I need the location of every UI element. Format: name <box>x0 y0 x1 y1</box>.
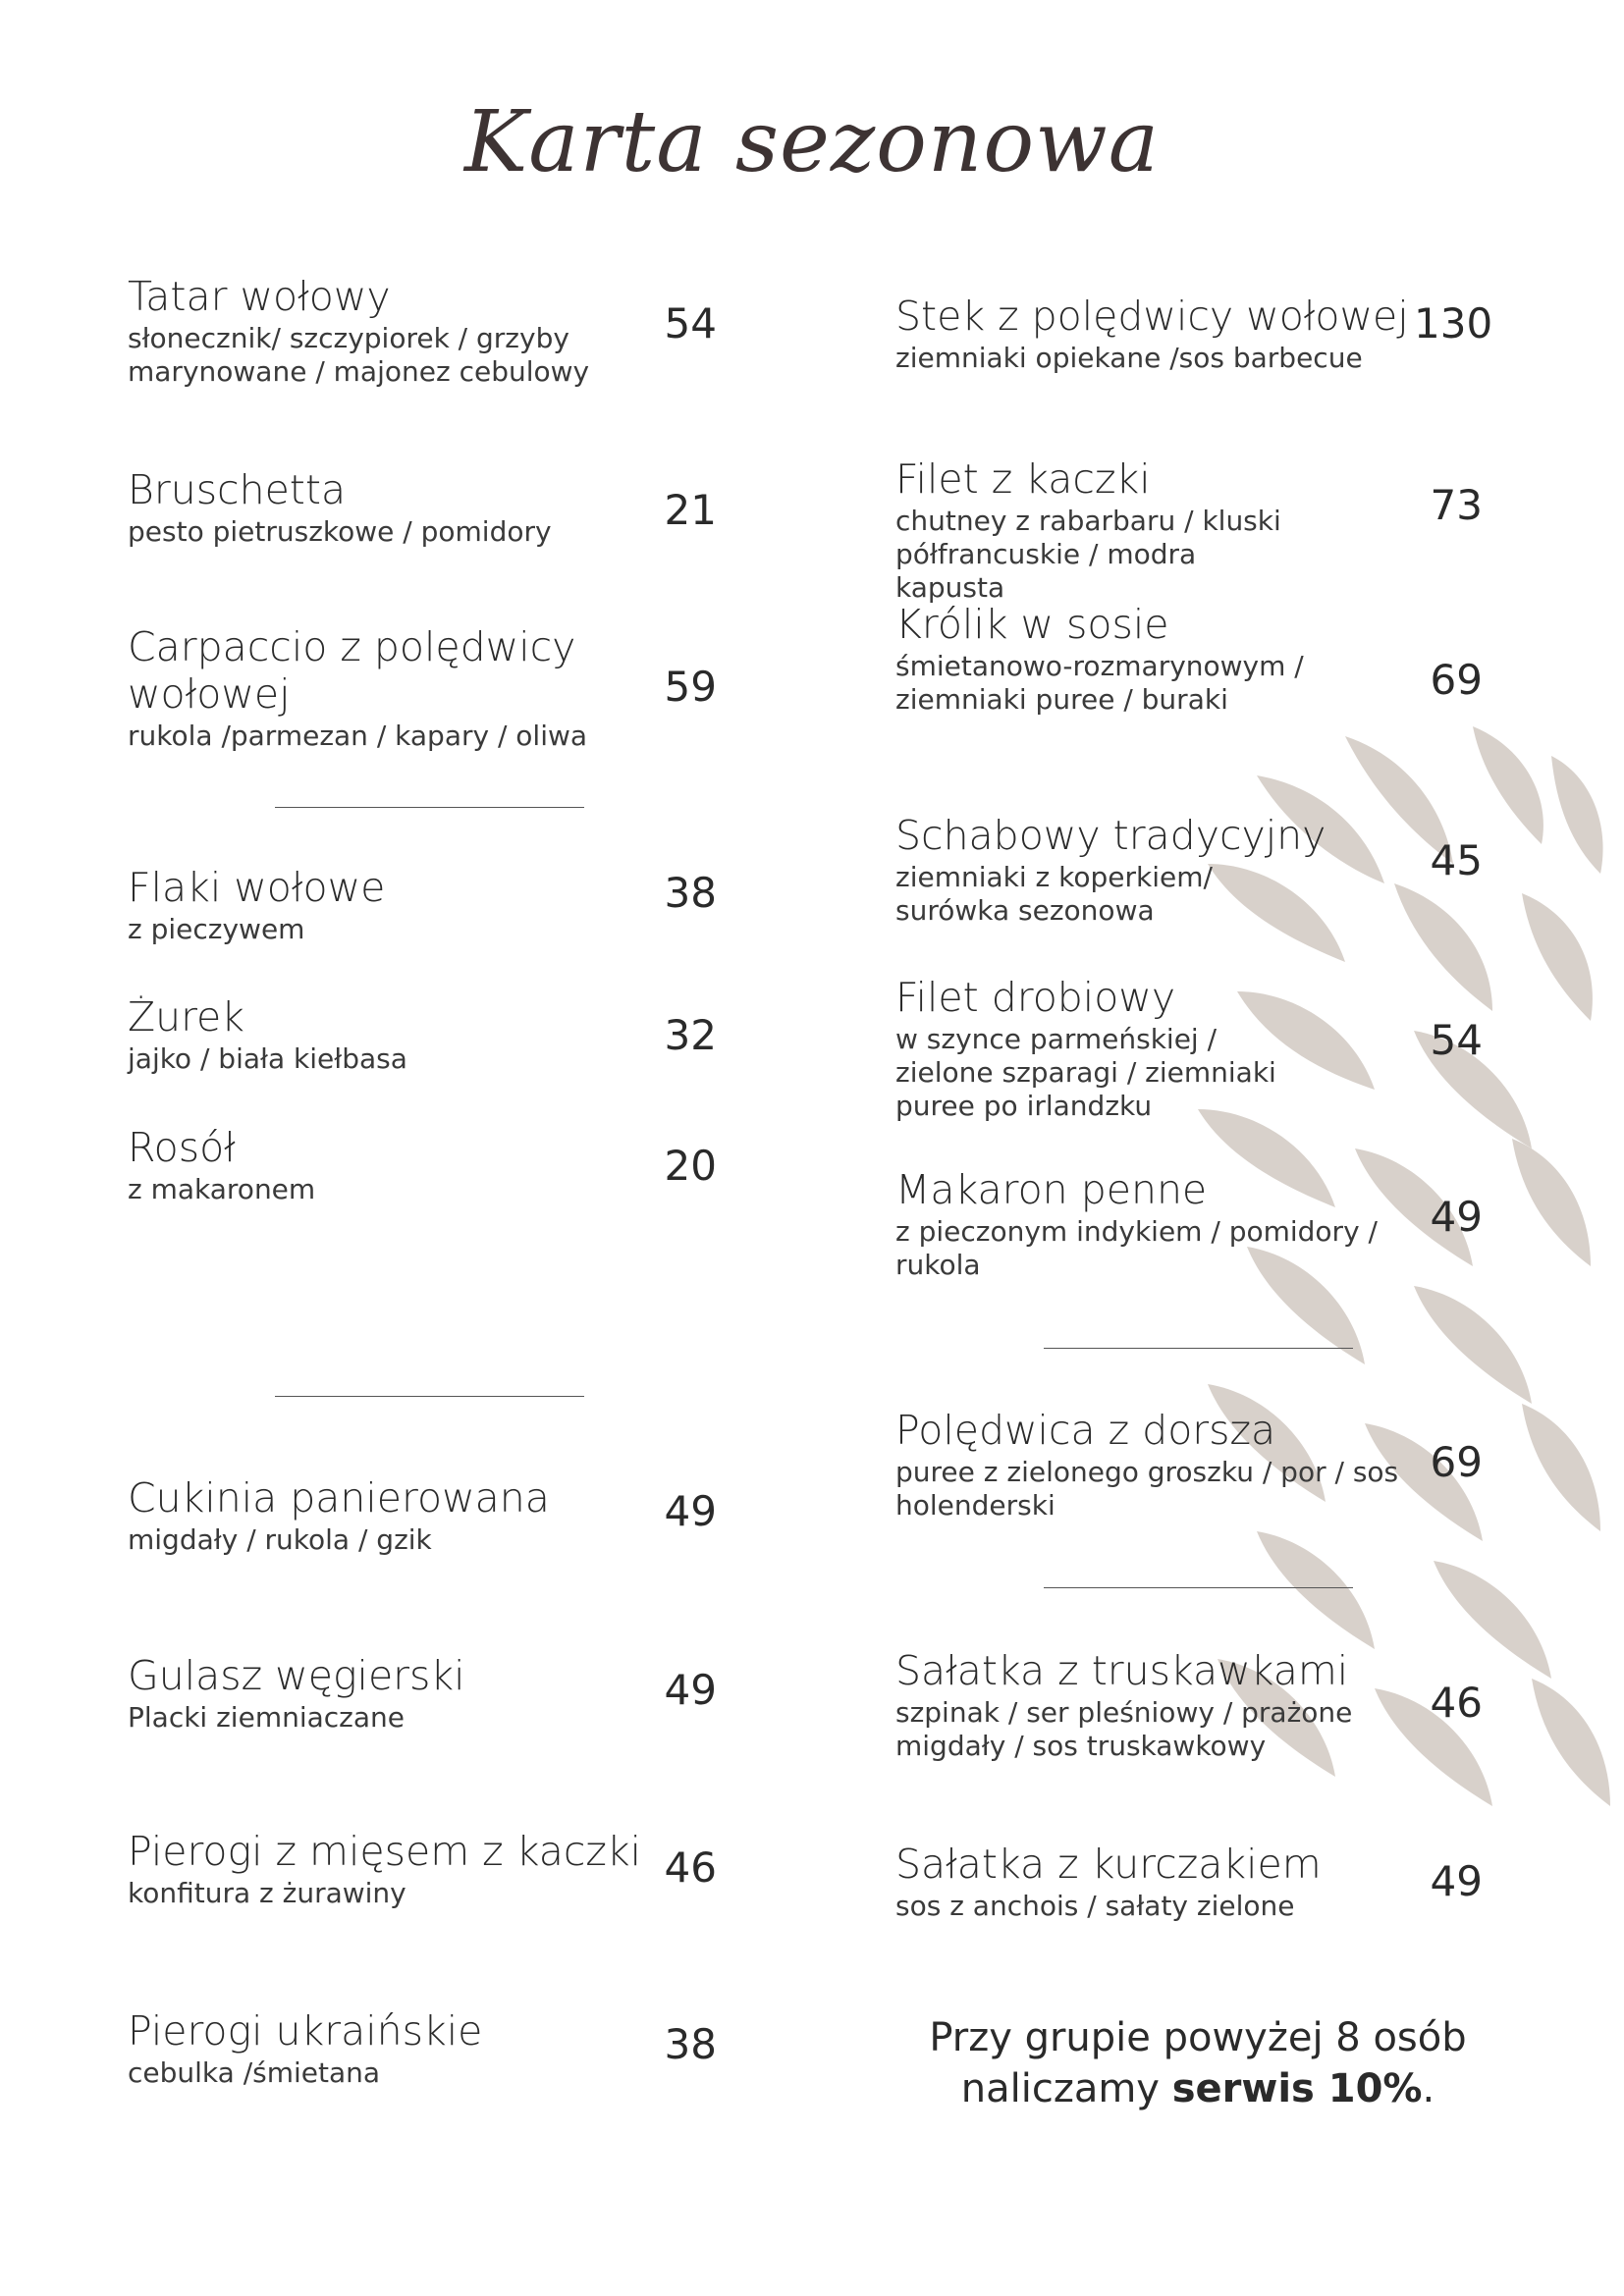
menu-item <box>128 2007 638 2090</box>
menu-item <box>895 812 1426 928</box>
menu-item <box>895 1647 1426 1763</box>
item-price: 46 <box>664 1843 717 1892</box>
item-price: 69 <box>1430 1438 1483 1486</box>
item-price: 49 <box>664 1666 717 1714</box>
menu-item <box>128 466 638 549</box>
item-name: Sałatka z truskawkami <box>895 1647 1349 1694</box>
service-charge-note <box>864 2012 1532 2114</box>
item-name: Makaron penne <box>895 1166 1208 1213</box>
item-description: ziemniaki z koperkiem/ surówka sezonowa <box>895 861 1213 927</box>
item-price: 49 <box>1430 1857 1483 1905</box>
note-line-2 <box>864 2063 1532 2114</box>
item-name: Stek z polędwicy wołowej <box>895 293 1409 340</box>
menu-item <box>128 993 638 1076</box>
item-description: cebulka /śmietana <box>128 2056 381 2089</box>
menu-item <box>895 1166 1426 1282</box>
item-name: Sałatka z kurczakiem <box>895 1841 1322 1888</box>
divider <box>275 1396 584 1397</box>
item-description: ziemniaki opiekane /sos barbecue <box>895 342 1363 374</box>
menu-item <box>128 1474 638 1557</box>
item-price: 49 <box>664 1487 717 1535</box>
item-name: Rosół <box>128 1124 236 1171</box>
item-name: Bruschetta <box>128 466 347 513</box>
item-name: Królik w sosie <box>895 601 1169 648</box>
page-title: Karta sezonowa <box>464 93 1160 191</box>
note-suffix: . <box>1422 2066 1435 2111</box>
menu-item <box>128 273 638 389</box>
menu-item <box>895 455 1426 605</box>
divider <box>1044 1587 1353 1588</box>
item-description: konfitura z żurawiny <box>128 1877 406 1909</box>
item-description: chutney z rabarbaru / kluski półfrancuskie / modra kapusta <box>895 505 1281 604</box>
divider <box>275 807 584 808</box>
item-price: 130 <box>1414 299 1493 347</box>
menu-item <box>895 293 1445 375</box>
item-price: 21 <box>664 486 717 534</box>
note-prefix: naliczamy <box>960 2066 1172 2111</box>
menu-item <box>895 1841 1426 1923</box>
menu-item <box>128 864 638 946</box>
menu-item <box>128 623 638 753</box>
item-description: puree z zielonego groszku / por / sos holenderski <box>895 1456 1399 1522</box>
item-description: z pieczywem <box>128 913 305 945</box>
item-name: Żurek <box>128 993 244 1041</box>
item-description: w szynce parmeńskiej / zielone szparagi / ziemniaki puree po irlandzku <box>895 1023 1276 1122</box>
menu-item <box>128 1124 638 1206</box>
item-name: Tatar wołowy <box>128 273 391 320</box>
item-description: jajko / biała kiełbasa <box>128 1042 407 1075</box>
item-description: śmietanowo-rozmarynowym / ziemniaki puree / buraki <box>895 650 1304 716</box>
note-bold: serwis 10% <box>1171 2066 1423 2111</box>
item-name: Gulasz węgierski <box>128 1652 465 1699</box>
divider <box>1044 1348 1353 1349</box>
menu-item <box>895 974 1426 1123</box>
item-description: słonecznik/ szczypiorek / grzyby marynowane / majonez cebulowy <box>128 322 590 388</box>
item-description: migdały / rukola / gzik <box>128 1523 432 1556</box>
item-price: 20 <box>664 1142 717 1190</box>
menu-item <box>895 601 1426 717</box>
item-price: 49 <box>1430 1193 1483 1241</box>
item-price: 73 <box>1430 481 1483 529</box>
item-name: Schabowy tradycyjny <box>895 812 1326 859</box>
item-name: Pierogi z mięsem z kaczki <box>128 1828 642 1875</box>
item-name: Pierogi ukraińskie <box>128 2007 483 2055</box>
item-description: z pieczonym indykiem / pomidory / rukola <box>895 1215 1378 1281</box>
item-description: rukola /parmezan / kapary / oliwa <box>128 720 588 752</box>
item-price: 38 <box>664 869 717 917</box>
item-price: 45 <box>1430 836 1483 884</box>
item-price: 59 <box>664 663 717 711</box>
menu-item <box>128 1828 658 1910</box>
item-price: 46 <box>1430 1679 1483 1727</box>
item-name: Flaki wołowe <box>128 864 386 911</box>
item-price: 69 <box>1430 656 1483 704</box>
item-description: pesto pietruszkowe / pomidory <box>128 515 552 548</box>
item-description: z makaronem <box>128 1173 316 1205</box>
item-name: Polędwica z dorsza <box>895 1407 1276 1454</box>
item-description: szpinak / ser pleśniowy / prażone migdały / sos truskawkowy <box>895 1696 1353 1762</box>
item-price: 38 <box>664 2020 717 2068</box>
item-name: Filet z kaczki <box>895 455 1151 503</box>
item-price: 54 <box>1430 1016 1483 1064</box>
item-description: sos z anchois / sałaty zielone <box>895 1890 1295 1922</box>
item-price: 32 <box>664 1011 717 1059</box>
item-name: Filet drobiowy <box>895 974 1176 1021</box>
note-line-1: Przy grupie powyżej 8 osób <box>929 2015 1467 2060</box>
menu-item <box>128 1652 638 1735</box>
item-name: Carpaccio z polędwicy wołowej <box>128 623 576 718</box>
menu-item <box>895 1407 1426 1522</box>
item-price: 54 <box>664 299 717 347</box>
item-description: Placki ziemniaczane <box>128 1701 405 1734</box>
item-name: Cukinia panierowana <box>128 1474 550 1522</box>
